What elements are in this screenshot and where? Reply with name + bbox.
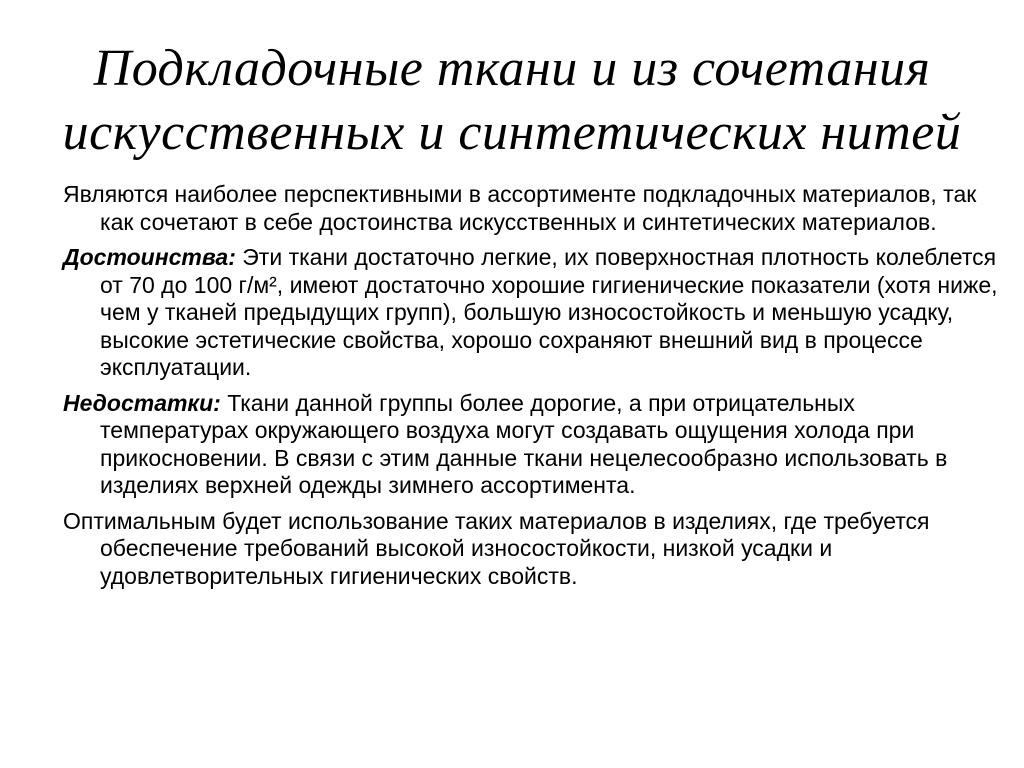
disadvantages-label: Недостатки: (63, 389, 221, 416)
paragraph-text: Ткани данной группы более дорогие, а при отрицательных температурах окружающего воздуха могут создавать ощущения холода при прикосновении. В связи с этим данные ткани нецелесообразно использовать в изделиях верхней одежды зимнего ассортимента. (100, 389, 948, 498)
paragraph-text: Эти ткани достаточно легкие, их поверхностная плотность колеблется от 70 до 100 г/м², имеют достаточно хорошие гигиенические показатели (хотя ниже, чем у тканей предыдущих групп), большую износостойкость и меньшую усадку, высокие эстетические свойства, хорошо сохраняют внешний вид в процессе эксплуатации. (100, 244, 998, 380)
paragraph-conclusion (63, 508, 1003, 591)
slide-title: Подкладочные ткани и из сочетания искусственных и синтетических нитей (62, 40, 962, 161)
paragraph-disadvantages (63, 390, 1003, 500)
advantages-label: Достоинства: (63, 244, 236, 270)
paragraph-advantages (63, 244, 1003, 382)
paragraph-text: Оптимальным будет использование таких материалов в изделиях, где требуется обеспечение требований высокой износостойкости, низкой усадки и удовлетворительных гигиенических свойств. (63, 507, 930, 589)
paragraph-intro (63, 181, 1003, 236)
slide-body (63, 181, 1003, 598)
paragraph-text: Являются наиболее перспективными в ассортименте подкладочных материалов, так как сочетают в себе достоинства искусственных и синтетических материалов. (63, 181, 977, 235)
